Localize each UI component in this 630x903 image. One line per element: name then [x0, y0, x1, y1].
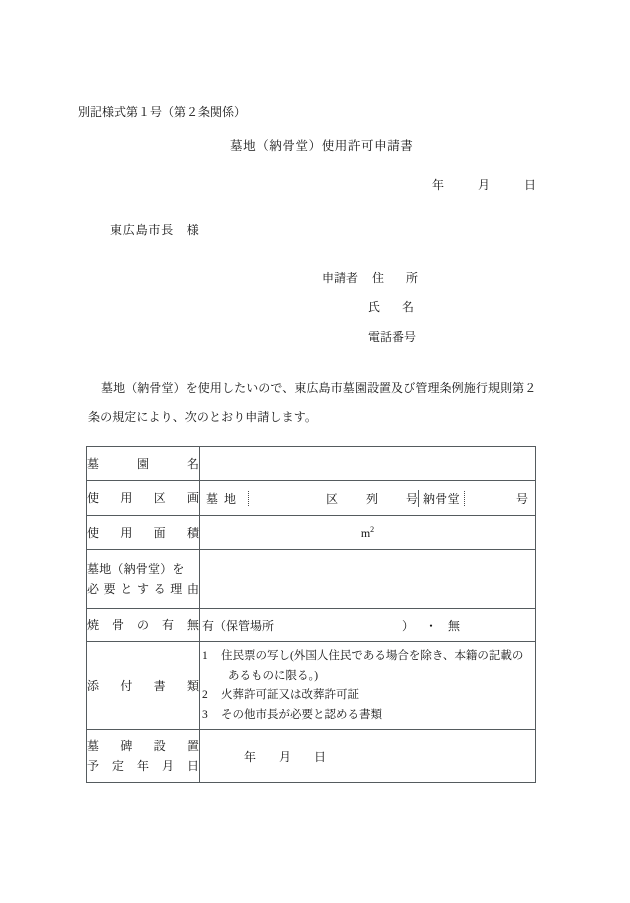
label-char: 墓	[87, 456, 100, 471]
applicant-phone-label: 電話番号	[368, 330, 417, 344]
label-documents	[87, 642, 200, 730]
label-char: 書	[153, 678, 166, 693]
section-ossuary-group	[419, 490, 535, 507]
date-month-label: 月	[477, 178, 490, 192]
dotted-separator	[248, 491, 249, 506]
label-char: の	[136, 618, 149, 632]
applicant-address-row	[322, 269, 418, 286]
label-char: 定	[111, 759, 124, 773]
label-char: 必	[87, 582, 100, 596]
ash-option-yes[interactable]: 有（保管場所	[202, 618, 275, 633]
date-line	[432, 176, 536, 193]
label-char: 付	[120, 678, 133, 693]
label-char: 園	[136, 456, 149, 471]
ash-separator: ・	[425, 618, 438, 633]
table-row-cemetery-name	[87, 447, 536, 481]
label-char: 由	[186, 582, 199, 596]
date-year-label: 年	[432, 178, 445, 192]
label-reason-line2	[87, 579, 199, 599]
field-cemetery-name[interactable]	[200, 447, 536, 481]
label-char: 積	[186, 525, 199, 540]
doc-text: 火葬許可証又は改葬許可証	[221, 689, 359, 701]
label-char: 要	[103, 582, 116, 596]
label-reason	[87, 550, 200, 609]
applicant-prefix-label: 申請者	[322, 271, 359, 285]
label-cemetery-name	[87, 447, 200, 481]
label-area	[87, 516, 200, 550]
label-char: 焼	[87, 618, 100, 632]
label-char: る	[153, 582, 166, 596]
date-day-label: 日	[523, 178, 536, 192]
area-unit-base: m	[360, 525, 371, 540]
label-char: 骨	[111, 618, 124, 632]
label-char: 予	[87, 759, 100, 773]
label-char: 墓	[87, 739, 100, 753]
grave-date-year-label: 年	[244, 749, 257, 764]
label-char: 碑	[120, 739, 133, 753]
dotted-separator	[464, 491, 465, 506]
label-char: 使	[87, 491, 100, 505]
list-item	[202, 706, 529, 726]
label-char: 用	[120, 525, 133, 540]
label-reason-line1: 墓地（納骨堂）を	[87, 562, 185, 576]
doc-number: 1	[202, 650, 208, 662]
applicant-name-label	[368, 298, 414, 315]
label-char: 類	[186, 678, 199, 693]
label-char: 使	[87, 525, 100, 540]
label-char: 名	[186, 456, 199, 471]
doc-text-continued: あるものに限る。)	[228, 669, 319, 682]
section-grave-label: 墓地	[206, 491, 243, 506]
unit-go-label: 号	[405, 491, 418, 506]
grave-date-month-label: 月	[278, 749, 291, 764]
label-grave-date	[87, 730, 200, 783]
label-char: 無	[186, 618, 199, 632]
label-char: 区	[153, 491, 166, 505]
table-row-documents	[87, 642, 536, 730]
applicant-phone-row	[368, 328, 416, 345]
label-char: 用	[120, 491, 133, 505]
field-reason[interactable]	[200, 550, 536, 609]
label-char: 年	[136, 759, 149, 773]
label-char: 日	[186, 759, 199, 773]
section-value-cell	[200, 481, 536, 516]
applicant-address-label-a: 住	[372, 271, 385, 285]
list-item	[202, 686, 529, 706]
label-char: 月	[161, 759, 174, 773]
form-number: 別記様式第１号（第２条関係）	[78, 105, 247, 119]
doc-text: 住民票の写し(外国人住民である場合を除き、本籍の記載の	[221, 650, 524, 662]
application-table	[86, 446, 536, 783]
doc-number: 3	[202, 708, 208, 721]
table-row-grave-date	[87, 730, 536, 783]
section-grave-group	[200, 490, 418, 507]
grave-date-day-label: 日	[313, 749, 326, 764]
doc-text: その他市長が必要と認める書類	[221, 708, 382, 721]
label-char: と	[120, 582, 133, 596]
applicant-name-label-b: 名	[401, 300, 414, 314]
label-grave-date-line2	[87, 756, 199, 776]
label-char: 添	[87, 678, 100, 693]
field-area[interactable]	[200, 516, 536, 550]
field-ash[interactable]	[200, 609, 536, 642]
label-char: 置	[186, 739, 199, 753]
label-char: 面	[153, 525, 166, 540]
addressee: 東広島市長 様	[110, 223, 200, 237]
unit-retsu-label: 列	[365, 491, 378, 506]
applicant-address-label-b: 所	[406, 271, 419, 285]
label-section	[87, 481, 200, 516]
label-char: 画	[186, 491, 199, 505]
applicant-name-row	[368, 298, 414, 315]
table-row-section	[87, 481, 536, 516]
label-char: 設	[153, 739, 166, 753]
form-title: 墓地（納骨堂）使用許可申請書	[230, 139, 414, 153]
section-unit-group	[326, 490, 418, 507]
unit-ku-label: 区	[326, 491, 339, 506]
field-grave-date[interactable]	[200, 730, 536, 783]
label-grave-date-line1	[87, 736, 199, 756]
table-row-reason	[87, 550, 536, 609]
body-paragraph: 墓地（納骨堂）を使用したいので、東広島市墓園設置及び管理条例施行規則第２条の規定により、次のとおり申請します。	[88, 381, 537, 424]
section-ossuary-label: 納骨堂	[423, 491, 460, 506]
documents-value-cell	[200, 642, 536, 730]
label-char: 有	[161, 618, 174, 632]
ash-close-paren: ）	[402, 618, 415, 633]
area-unit-superscript: 2	[370, 524, 375, 534]
applicant-address-label	[372, 269, 418, 286]
ossuary-unit-label: 号	[515, 491, 528, 506]
table-row-ash	[87, 609, 536, 642]
label-ash	[87, 609, 200, 642]
label-char: す	[136, 582, 149, 596]
ash-option-no[interactable]: 無	[448, 618, 461, 633]
label-char: 理	[170, 582, 183, 596]
applicant-name-label-a: 氏	[368, 300, 381, 314]
doc-number: 2	[202, 689, 208, 701]
table-row-area	[87, 516, 536, 550]
list-item	[202, 647, 529, 667]
